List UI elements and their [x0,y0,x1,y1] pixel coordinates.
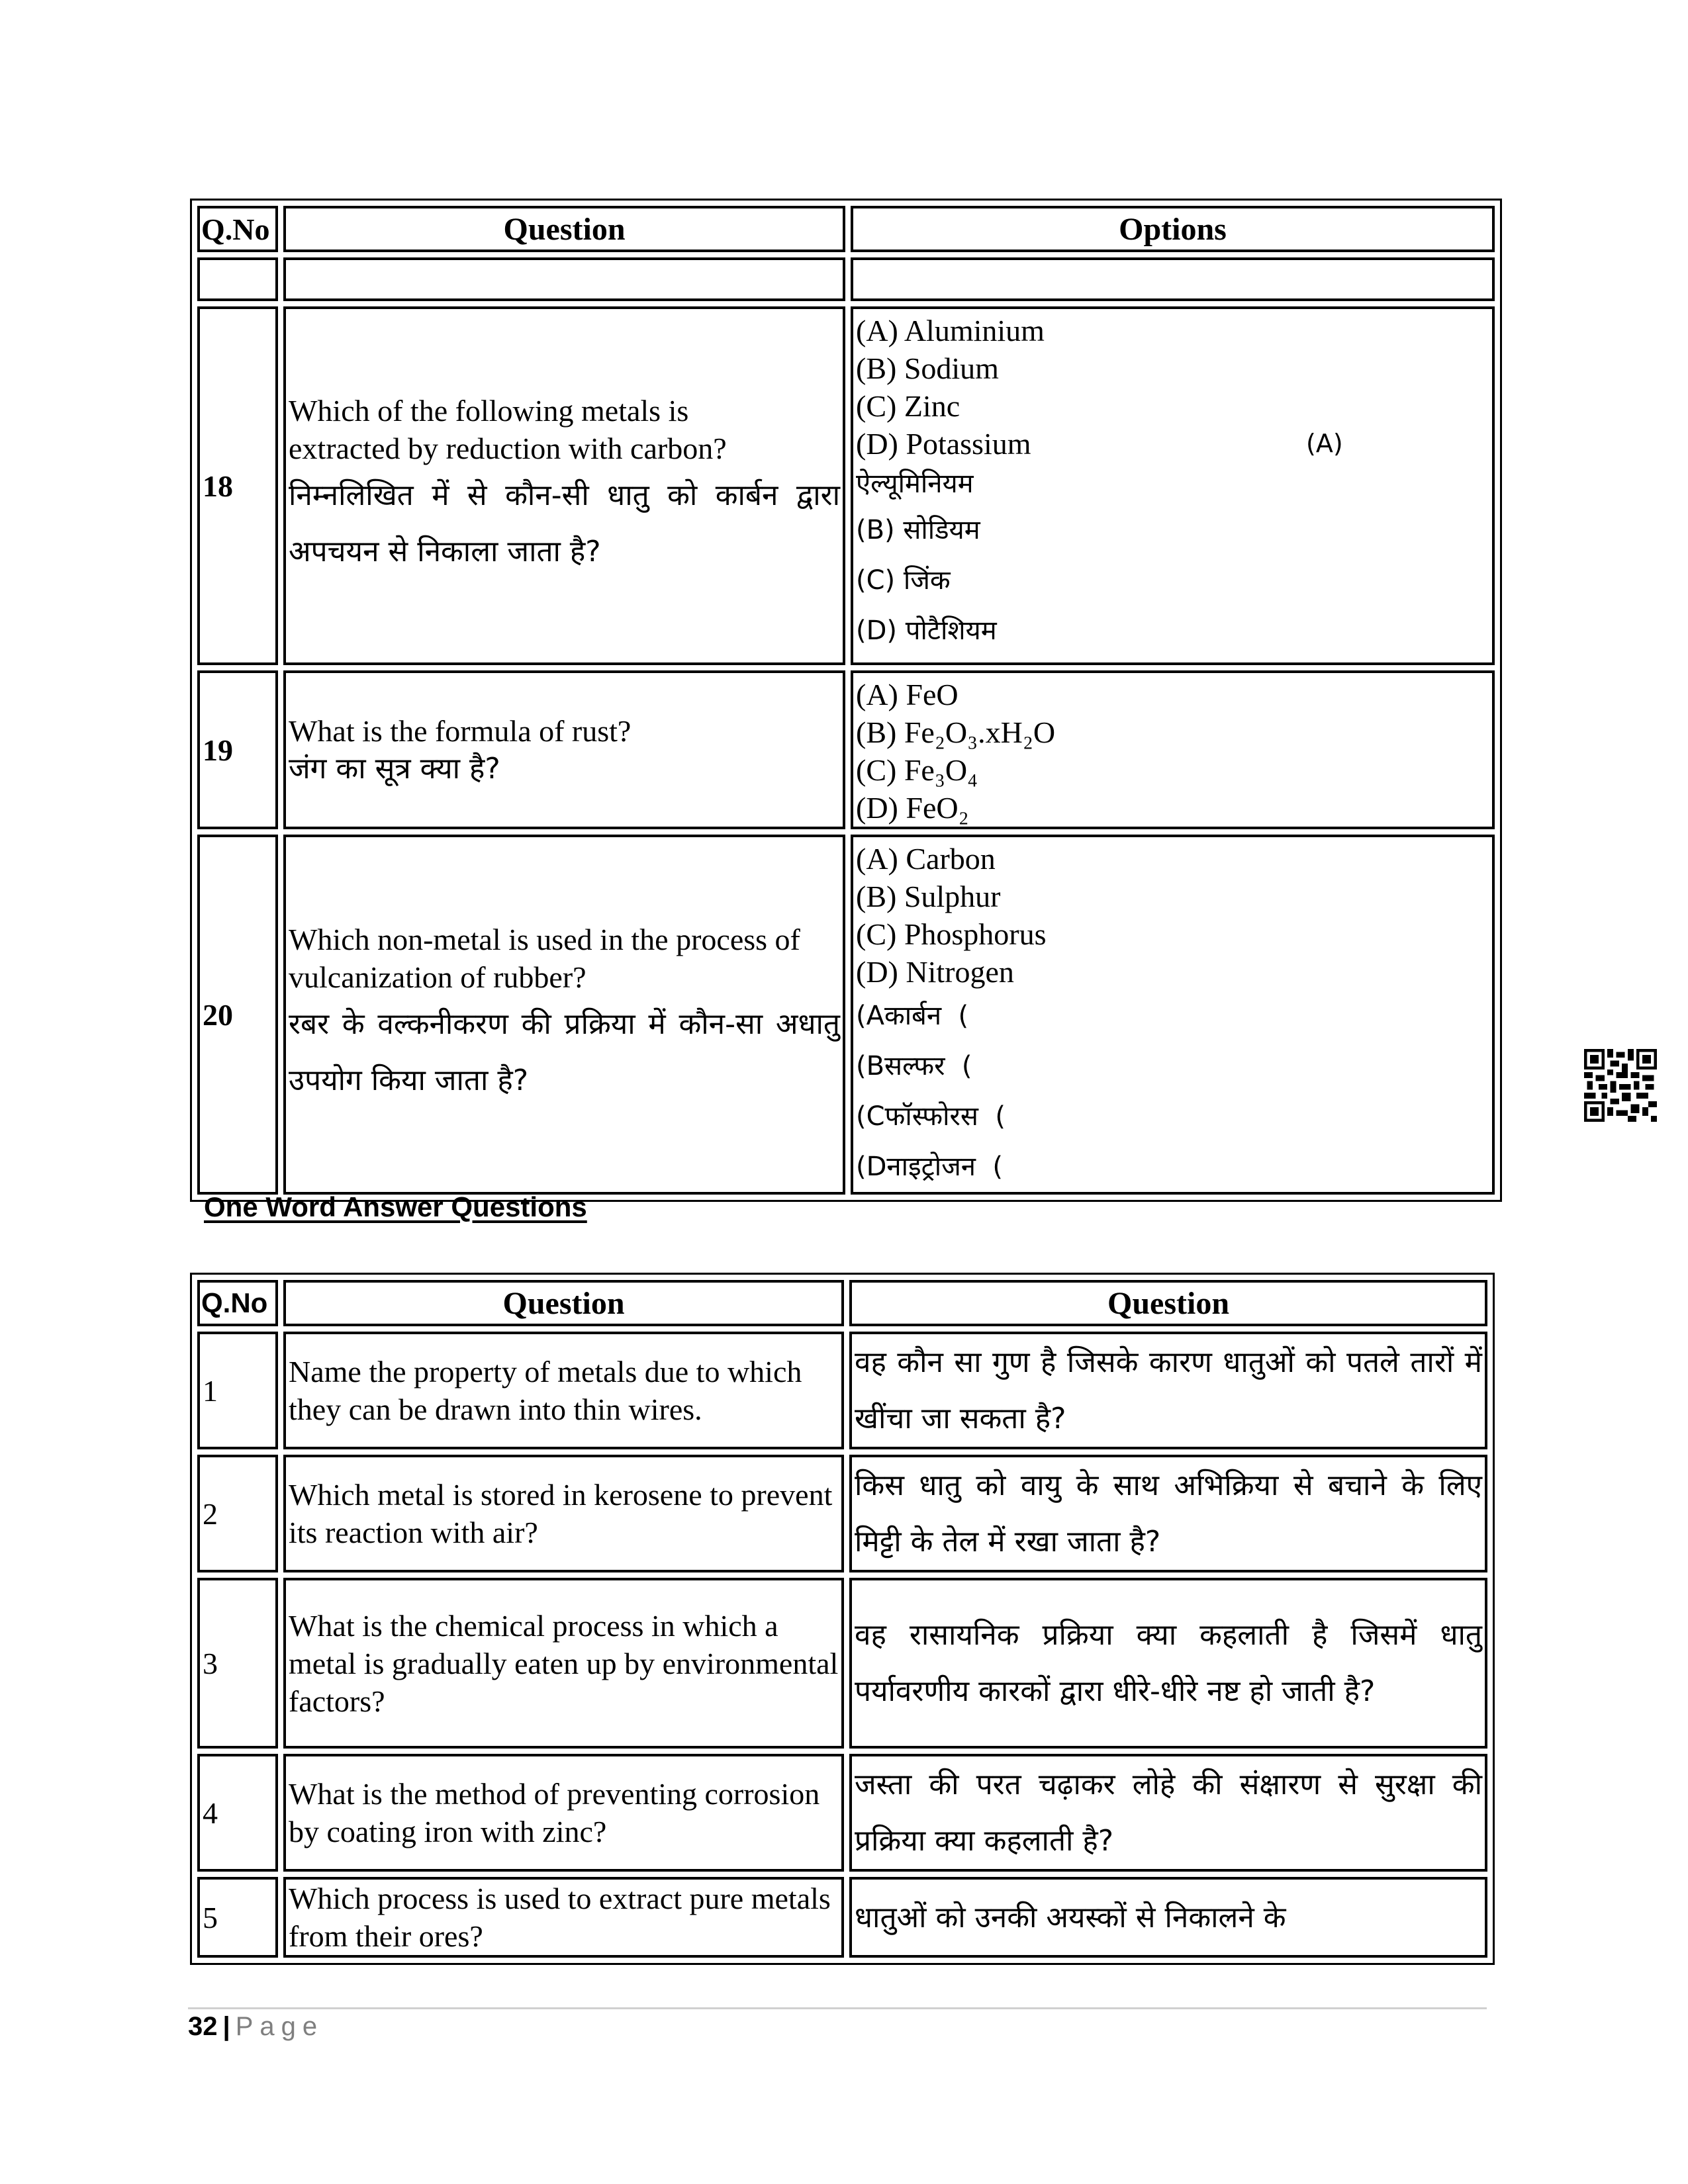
option-d-row [856,425,1489,463]
options-cell [851,835,1495,1195]
question-text-en: Which non-metal is used in the process of vulcanization of rubber? [289,923,800,994]
header-qno: Q.No [197,206,278,252]
option-c-hi: (Cफॉस्फोरस ( [856,1101,1006,1132]
empty-cell [197,257,278,301]
header-qno: Q.No [197,1280,278,1326]
option-c: (C) Fe₃O₄ [856,753,978,787]
option-a-hi: ऐल्यूमिनियम [856,469,974,499]
options-cell [851,670,1495,829]
footer-divider [188,2007,1487,2009]
option-a: (A) FeO [856,678,959,711]
question-number: 2 [197,1455,278,1572]
question-cell [283,835,845,1195]
table-row [197,306,1495,665]
question-number: 19 [197,670,278,829]
page-footer [188,2012,324,2042]
empty-cell [851,257,1495,301]
option-d-hi: (Dनाइट्रोजन ( [856,1152,1004,1182]
header-question-hi: Question [849,1280,1487,1326]
page-separator: | [222,2012,230,2041]
option-c: (C) Zinc [856,389,961,423]
section-heading: One Word Answer Questions [204,1191,587,1222]
question-number: 3 [197,1578,278,1749]
table-row [197,1877,1487,1958]
option-a: (A) Aluminium [856,314,1045,347]
header-options: Options [851,206,1495,252]
header-question: Question [283,1280,844,1326]
option-c-hi: (C) जिंक [856,565,951,596]
table-row [197,1332,1487,1449]
question-text-hi: किस धातु को वायु के साथ अभिक्रिया से बचाने के लिए मिट्टी के तेल में रखा जाता है? [849,1455,1487,1572]
question-number: 1 [197,1332,278,1449]
question-number: 18 [197,306,278,665]
option-d-hi: (D) पोटैशियम [856,615,997,646]
option-d: (D) FeO₂ [856,791,969,825]
question-cell [283,306,845,665]
question-cell [283,670,845,829]
question-text-en: Which metal is stored in kerosene to prevent its reaction with air? [283,1455,844,1572]
option-a: (A) Carbon [856,842,996,876]
option-b: (B) Sulphur [856,880,1001,913]
question-text-en: Which process is used to extract pure metals from their ores? [283,1877,844,1958]
question-text-hi: वह रासायनिक प्रक्रिया क्या कहलाती है जिसमें धातु पर्यावरणीय कारकों द्वारा धीरे-धीरे नष्ट हो जाती है? [849,1578,1487,1749]
question-text-en: Which of the following metals is extracted by reduction with carbon? [289,394,727,465]
table-row [197,670,1495,829]
table-header-row [197,206,1495,252]
question-number: 20 [197,835,278,1195]
option-b-hi: (Bसल्फर ( [856,1051,972,1081]
question-text-en: What is the method of preventing corrosion by coating iron with zinc? [283,1754,844,1872]
question-text-en: What is the formula of rust? [289,714,632,748]
empty-cell [283,257,845,301]
options-cell [851,306,1495,665]
answer-mark: (A) [1306,429,1343,458]
question-text-hi: रबर के वल्कनीकरण की प्रक्रिया में कौन-सा अधातु उपयोग किया जाता है? [289,1007,840,1097]
page-number: 32 [188,2012,218,2041]
option-d: (D) Nitrogen [856,955,1014,989]
table-row [197,1578,1487,1749]
qr-code-icon [1584,1049,1657,1122]
question-number: 5 [197,1877,278,1958]
question-number: 4 [197,1754,278,1872]
table-row [197,835,1495,1195]
table-header-row [197,1280,1487,1326]
question-text-hi: जस्ता की परत चढ़ाकर लोहे की संक्षारण से सुरक्षा की प्रक्रिया क्या कहलाती है? [849,1754,1487,1872]
option-d: (D) Potassium [856,427,1031,461]
option-b: (B) Fe₂O₃.xH₂O [856,715,1056,749]
mcq-table [190,199,1502,1202]
table-row [197,1455,1487,1572]
table-row [197,1754,1487,1872]
one-word-table [190,1273,1495,1965]
question-text-hi: वह कौन सा गुण है जिसके कारण धातुओं को पतले तारों में खींचा जा सकता है? [849,1332,1487,1449]
question-text-en: Name the property of metals due to which they can be drawn into thin wires. [283,1332,844,1449]
option-c: (C) Phosphorus [856,917,1047,951]
page-label: Page [235,2012,324,2041]
option-b-hi: (B) सोडियम [856,515,980,545]
option-a-hi: (Aकार्बन ( [856,1001,969,1031]
option-b: (B) Sodium [856,351,999,385]
question-text-en: What is the chemical process in which a metal is gradually eaten up by environmental factors? [283,1578,844,1749]
header-question: Question [283,206,845,252]
question-text-hi: निम्नलिखित में से कौन-सी धातु को कार्बन द्वारा अपचयन से निकाला जाता है? [289,478,840,569]
empty-row [197,257,1495,301]
question-text-hi: जंग का सूत्र क्या है? [289,752,500,786]
question-text-hi: धातुओं को उनकी अयस्कों से निकालने के [849,1877,1487,1958]
